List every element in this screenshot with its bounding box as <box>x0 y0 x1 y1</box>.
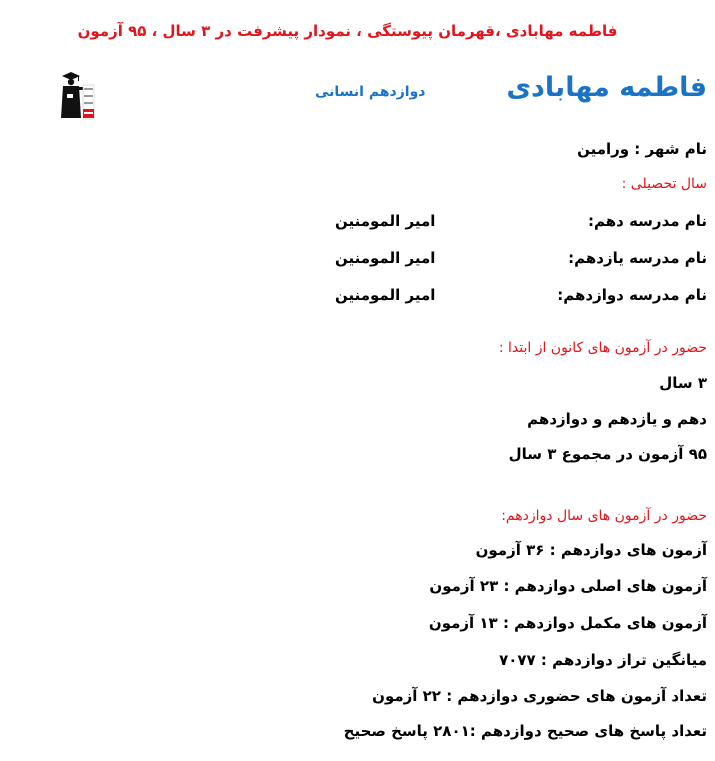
grade-label: دوازدهم انسانی <box>315 84 426 100</box>
school-11-value: امیر المومنین <box>335 249 436 267</box>
school-12-value: امیر المومنین <box>335 286 436 304</box>
attendance-12th-title: حضور در آزمون های سال دوازدهم: <box>501 508 707 524</box>
attendance-overall-title: حضور در آزمون های کانون از ابتدا : <box>498 340 707 356</box>
attendance-overall-grades: دهم و یازدهم و دوازدهم <box>527 410 707 428</box>
city-line: نام شهر : ورامین <box>577 140 707 158</box>
headline-text: فاطمه مهابادی ،قهرمان پیوستگی ، نمودار پیشرفت در ۳ سال ، ۹۵ آزمون <box>77 22 618 40</box>
student-name: فاطمه مهابادی <box>506 72 707 103</box>
school-11-label: نام مدرسه یازدهم: <box>568 249 707 267</box>
kanoon-logo-icon <box>57 70 95 120</box>
exams-12th-main: آزمون های اصلی دوازدهم : ۲۳ آزمون <box>429 577 707 595</box>
academic-year-label: سال تحصیلی : <box>621 176 707 192</box>
school-12-label: نام مدرسه دوازدهم: <box>557 286 707 304</box>
exams-12th-supplementary: آزمون های مکمل دوازدهم : ۱۳ آزمون <box>428 614 707 632</box>
correct-answers-12th: تعداد پاسخ های صحیح دوازدهم :۲۸۰۱ پاسخ صحیح <box>343 722 707 740</box>
attendance-overall-years: ۳ سال <box>659 374 707 392</box>
average-score-12th: میانگین تراز دوازدهم : ۷۰۷۷ <box>499 651 707 669</box>
in-person-exams-12th: تعداد آزمون های حضوری دوازدهم : ۲۲ آزمون <box>372 687 707 705</box>
attendance-overall-total: ۹۵ آزمون در مجموع ۳ سال <box>508 445 707 463</box>
school-10-label: نام مدرسه دهم: <box>588 212 707 230</box>
page-headline <box>0 22 715 40</box>
school-10-value: امیر المومنین <box>335 212 436 230</box>
exams-12th-total: آزمون های دوازدهم : ۳۶ آزمون <box>475 541 707 559</box>
